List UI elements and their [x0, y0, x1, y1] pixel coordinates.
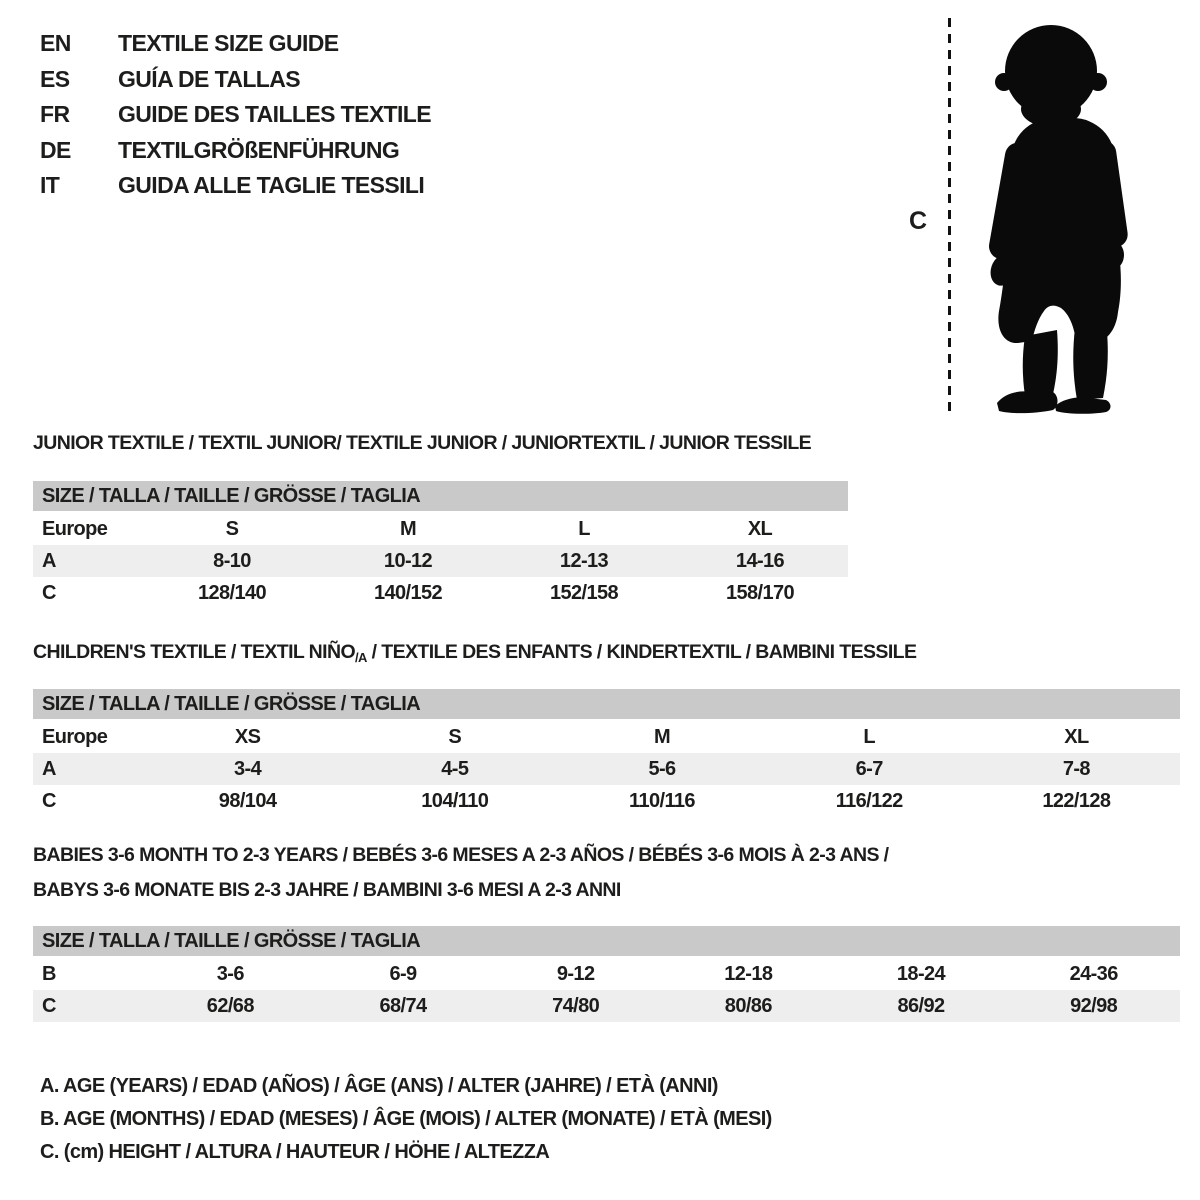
table-cell: 14-16 — [735, 550, 785, 572]
table-cell: 122/128 — [1042, 790, 1111, 812]
table-cell: M — [399, 518, 417, 540]
list-item — [40, 133, 431, 169]
legend-item-a: A. AGE (YEARS) / EDAD (AÑOS) / ÂGE (ANS) / ALTER (JAHRE) / ETÀ (ANNI) — [40, 1075, 718, 1097]
table-cell: 104/110 — [421, 790, 489, 812]
row-label: C — [42, 790, 56, 812]
size-header-bar: SIZE / TALLA / TAILLE / GRÖSSE / TAGLIA — [33, 926, 1180, 956]
table-row — [33, 513, 848, 545]
height-measure-label: C — [909, 207, 927, 235]
table-cell: L — [863, 726, 875, 748]
language-title-list — [40, 26, 431, 204]
guide-title: GUIDA ALLE TAGLIE TESSILI — [118, 172, 425, 199]
table-cell: S — [225, 518, 239, 540]
table-cell: 7-8 — [1062, 758, 1090, 780]
list-item — [40, 97, 431, 133]
table-cell: S — [448, 726, 462, 748]
table-cell: 110/116 — [629, 790, 695, 812]
list-item — [40, 62, 431, 98]
table-cell: 6-9 — [389, 963, 417, 985]
baby-silhouette-icon — [963, 14, 1138, 414]
table-cell: 12-13 — [559, 550, 609, 572]
junior-table-title: JUNIOR TEXTILE / TEXTIL JUNIOR/ TEXTILE JUNIOR / JUNIORTEXTIL / JUNIOR TESSILE — [33, 432, 812, 454]
table-cell: 92/98 — [1070, 995, 1118, 1017]
guide-title: GUÍA DE TALLAS — [118, 65, 300, 92]
table-row — [33, 785, 1180, 817]
babies-size-table — [33, 926, 1180, 1022]
table-cell: 116/122 — [835, 790, 903, 812]
table-cell: 3-4 — [234, 758, 262, 780]
title-text: CHILDREN'S TEXTILE / TEXTIL NIÑO — [33, 641, 356, 663]
measurement-figure — [895, 0, 1185, 430]
table-cell: XS — [234, 726, 261, 748]
table-cell: 80/86 — [724, 995, 772, 1017]
language-code: EN — [40, 30, 71, 57]
language-code: ES — [40, 65, 70, 92]
table-cell: 128/140 — [197, 582, 267, 604]
table-cell: 140/152 — [373, 582, 443, 604]
measurement-legend — [40, 1070, 772, 1169]
table-cell: 5-6 — [648, 758, 676, 780]
children-size-table — [33, 689, 1180, 817]
table-cell: 8-10 — [213, 550, 251, 572]
legend-item-b: B. AGE (MONTHS) / EDAD (MESES) / ÂGE (MOIS) / ALTER (MONATE) / ETÀ (MESI) — [40, 1108, 772, 1130]
table-cell: M — [653, 726, 671, 748]
table-cell: 68/74 — [379, 995, 427, 1017]
table-cell: 3-6 — [216, 963, 244, 985]
table-cell: 158/170 — [725, 582, 795, 604]
language-code: DE — [40, 136, 71, 163]
table-cell: 6-7 — [855, 758, 883, 780]
table-cell: 24-36 — [1069, 963, 1118, 985]
table-cell: 62/68 — [206, 995, 254, 1017]
row-label: B — [42, 963, 56, 985]
table-cell: 10-12 — [383, 550, 433, 572]
table-cell: XL — [1064, 726, 1089, 748]
row-label: A — [42, 758, 56, 780]
table-cell: 12-18 — [724, 963, 773, 985]
legend-item-c: C. (cm) HEIGHT / ALTURA / HAUTEUR / HÖHE / ALTEZZA — [40, 1141, 550, 1163]
table-row — [33, 545, 848, 577]
language-code: IT — [40, 172, 60, 199]
table-row — [33, 990, 1180, 1022]
row-label: A — [42, 550, 56, 572]
junior-size-table — [33, 481, 848, 609]
title-subscript: /A — [355, 650, 367, 665]
table-cell: 4-5 — [441, 758, 469, 780]
language-code: FR — [40, 101, 70, 128]
table-cell: L — [578, 518, 590, 540]
babies-table-title-line1: BABIES 3-6 MONTH TO 2-3 YEARS / BEBÉS 3-6 MESES A 2-3 AÑOS / BÉBÉS 3-6 MOIS À 2-3 ANS / — [33, 844, 889, 866]
list-item — [40, 168, 431, 204]
guide-title: GUIDE DES TAILLES TEXTILE — [118, 101, 431, 128]
size-header-bar: SIZE / TALLA / TAILLE / GRÖSSE / TAGLIA — [33, 689, 1180, 719]
table-cell: 98/104 — [218, 790, 277, 812]
list-item — [40, 26, 431, 62]
table-cell: 74/80 — [552, 995, 600, 1017]
table-row — [33, 958, 1180, 990]
table-cell: 18-24 — [896, 963, 946, 985]
table-cell: 152/158 — [549, 582, 619, 604]
guide-title: TEXTILGRÖßENFÜHRUNG — [118, 136, 400, 163]
table-row — [33, 577, 848, 609]
table-cell: 86/92 — [897, 995, 945, 1017]
row-label: C — [42, 995, 56, 1017]
table-row — [33, 753, 1180, 785]
height-measure-dashed-line — [948, 18, 951, 416]
title-text: / TEXTILE DES ENFANTS / KINDERTEXTIL / BAMBINI TESSILE — [366, 641, 917, 663]
size-header-bar: SIZE / TALLA / TAILLE / GRÖSSE / TAGLIA — [33, 481, 848, 511]
children-table-title — [33, 641, 916, 665]
guide-title: TEXTILE SIZE GUIDE — [118, 30, 339, 57]
row-label: Europe — [42, 518, 108, 540]
table-row — [33, 721, 1180, 753]
babies-table-title-line2: BABYS 3-6 MONATE BIS 2-3 JAHRE / BAMBINI 3-6 MESI A 2-3 ANNI — [33, 879, 621, 901]
row-label: C — [42, 582, 56, 604]
table-cell: XL — [747, 518, 773, 540]
row-label: Europe — [42, 726, 108, 748]
table-cell: 9-12 — [556, 963, 595, 985]
